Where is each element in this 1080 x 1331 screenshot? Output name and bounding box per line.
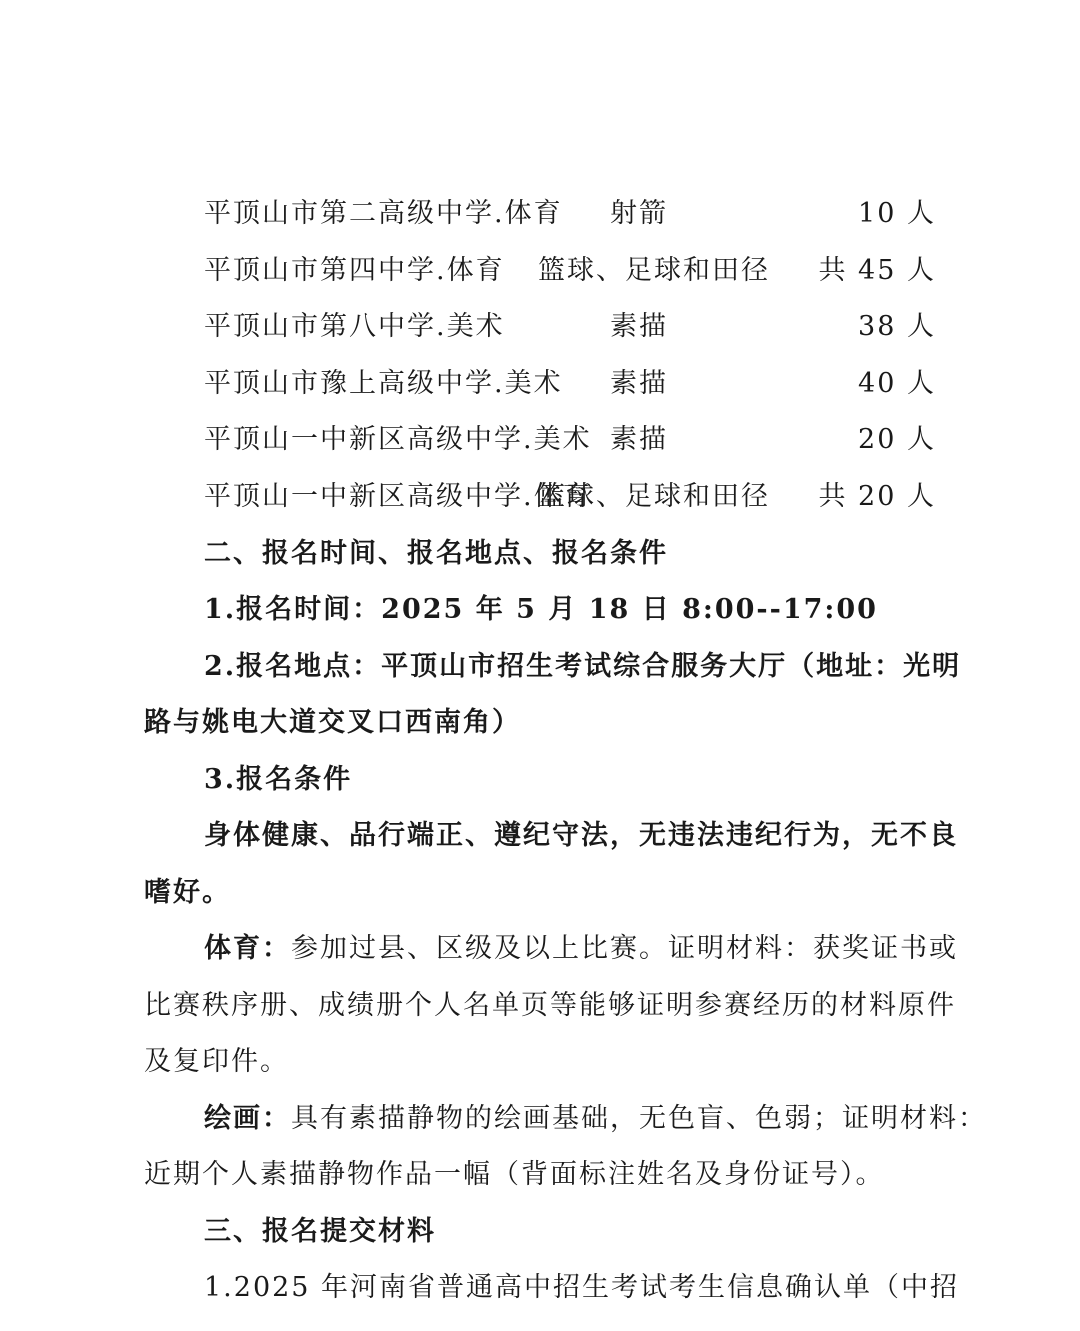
- quota-row: [0, 479, 1080, 519]
- quota-count: 20 人: [858, 424, 936, 455]
- quota-count: 10 人: [858, 198, 936, 229]
- quota-row: [0, 366, 1080, 406]
- art-requirement-line2: 近期个人素描静物作品一幅（背面标注姓名及身份证号）。: [144, 1159, 885, 1190]
- section2-heading: 二、报名时间、报名地点、报名条件: [204, 538, 668, 569]
- quota-count: 共 20 人: [818, 481, 936, 512]
- quota-row: [0, 422, 1080, 462]
- sports-text: 参加过县、区级及以上比赛。证明材料：获奖证书或: [291, 933, 958, 964]
- quota-subject: 篮球、足球和田径: [538, 481, 770, 512]
- sports-requirement-line2: 比赛秩序册、成绩册个人名单页等能够证明参赛经历的材料原件: [144, 990, 956, 1021]
- quota-subject: 素描: [610, 368, 668, 399]
- quota-school: 平顶山市豫上高级中学.美术: [204, 368, 563, 399]
- section3-item1: 1.2025 年河南省普通高中招生考试考生信息确认单（中招: [204, 1272, 960, 1303]
- quota-row: [0, 196, 1080, 236]
- quota-school: 平顶山市第二高级中学.体育: [204, 198, 563, 229]
- quota-school: 平顶山一中新区高级中学.体育: [204, 481, 592, 512]
- quota-subject: 素描: [610, 311, 668, 342]
- registration-time: 1.报名时间：2025 年 5 月 18 日 8:00--17:00: [204, 594, 878, 625]
- sports-requirement-line1: [204, 931, 958, 967]
- registration-place-line1: 2.报名地点：平顶山市招生考试综合服务大厅（地址：光明: [204, 651, 962, 682]
- quota-count: 40 人: [858, 368, 936, 399]
- quota-subject: 篮球、足球和田径: [538, 255, 770, 286]
- registration-place-line2: 路与姚电大道交叉口西南角）: [144, 707, 521, 738]
- art-requirement-line1: [204, 1101, 987, 1137]
- quota-row: [0, 253, 1080, 293]
- quota-count: 38 人: [858, 311, 936, 342]
- sports-requirement-line3: 及复印件。: [144, 1046, 289, 1077]
- quota-row: [0, 309, 1080, 349]
- quota-count: 共 45 人: [818, 255, 936, 286]
- section3-heading: 三、报名提交材料: [204, 1216, 436, 1247]
- art-label: 绘画：: [204, 1103, 291, 1134]
- quota-school: 平顶山市第四中学.体育: [204, 255, 505, 286]
- quota-subject: 素描: [610, 424, 668, 455]
- quota-school: 平顶山市第八中学.美术: [204, 311, 505, 342]
- conditions-line1: 身体健康、品行端正、遵纪守法，无违法违纪行为，无不良: [204, 820, 958, 851]
- quota-school: 平顶山一中新区高级中学.美术: [204, 424, 592, 455]
- conditions-line2: 嗜好。: [144, 877, 231, 908]
- conditions-heading: 3.报名条件: [204, 764, 353, 795]
- art-text: 具有素描静物的绘画基础，无色盲、色弱；证明材料：: [291, 1103, 987, 1134]
- quota-subject: 射箭: [610, 198, 668, 229]
- sports-label: 体育：: [204, 933, 291, 964]
